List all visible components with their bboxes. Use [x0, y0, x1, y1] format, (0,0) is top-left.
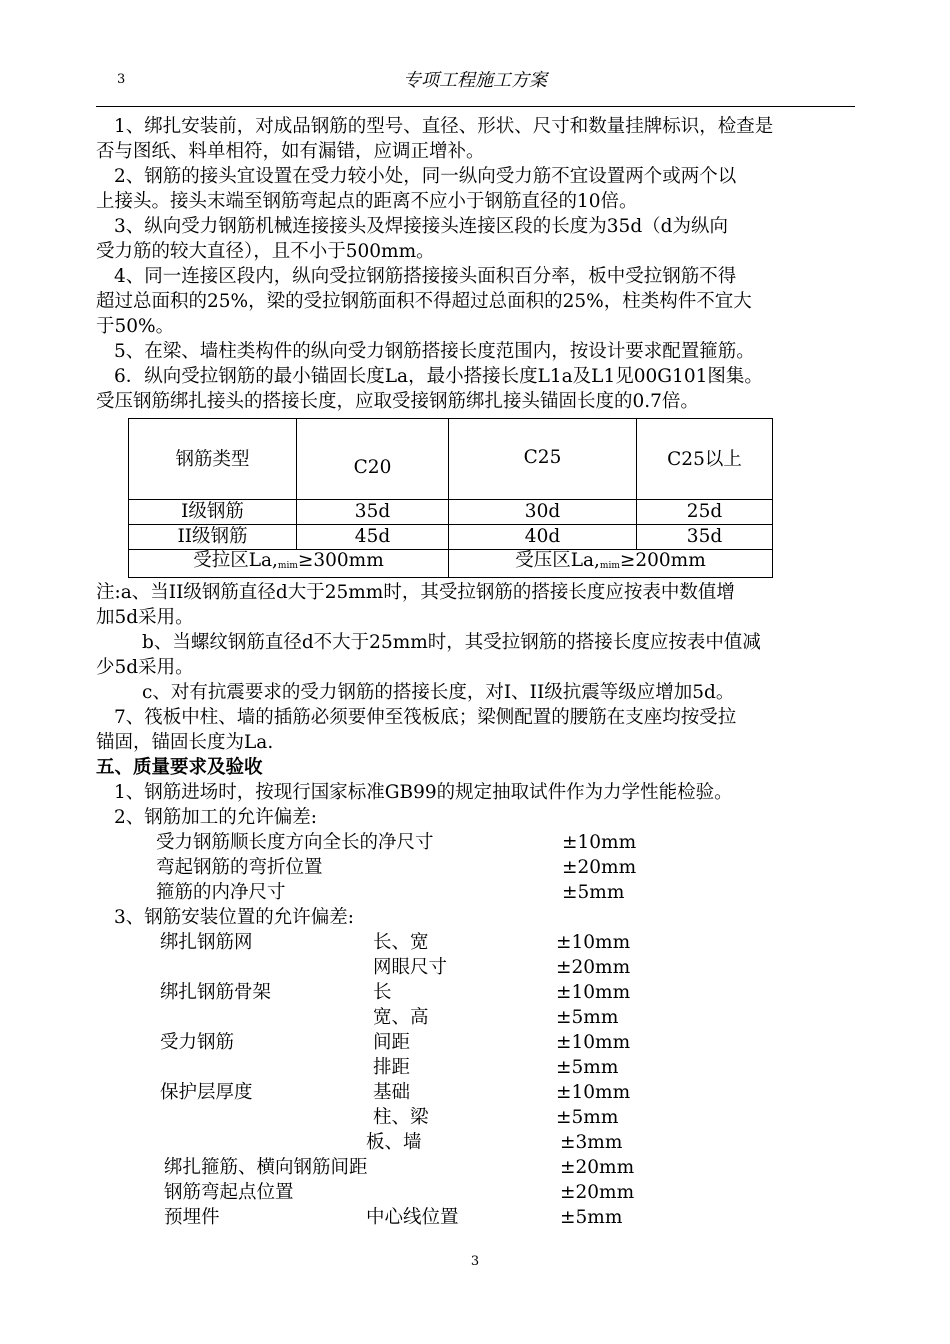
table-header-text: 钢筋类型 [175, 448, 250, 470]
table-header-cell [297, 419, 449, 500]
note-line: 7、筏板中柱、墙的插筋必须要伸至筏板底；梁侧配置的腰筋在支座均按受拉 [114, 707, 737, 728]
tolerance-sub: 长 [373, 982, 392, 1003]
tolerance-value: ±5mm [556, 1107, 619, 1128]
tolerance-value: ±20mm [560, 1182, 635, 1203]
tolerance-sub: 中心线位置 [366, 1207, 459, 1228]
tolerance-sub: 网眼尺寸 [373, 957, 448, 978]
tolerance-row [96, 1105, 856, 1130]
footer-subscript: mim [277, 561, 298, 571]
table-cell: 35d [637, 525, 773, 550]
tolerance-name: 绑扎钢筋骨架 [160, 982, 272, 1003]
table-header-row [129, 419, 773, 500]
tolerance-value: ±20mm [562, 857, 637, 878]
tolerance-value: ±20mm [560, 1157, 635, 1178]
table-header-cell [637, 419, 773, 500]
tolerance-row [96, 1155, 856, 1180]
footer-text: ≥200mm [619, 550, 706, 571]
table-header-text: C20 [353, 456, 392, 478]
lap-length-table [128, 418, 773, 578]
document-body [96, 114, 856, 1230]
note-line: c、对有抗震要求的受力钢筋的搭接长度，对I、II级抗震等级应增加5d。 [142, 682, 735, 703]
tolerance-row [96, 1055, 856, 1080]
tolerance-row [96, 955, 856, 980]
tolerance-sub: 宽、高 [373, 1007, 429, 1028]
table-header-text: C25 [523, 446, 562, 468]
tolerance-sub: 长、宽 [373, 932, 429, 953]
tolerance-value: ±20mm [556, 957, 631, 978]
paragraph-line: 超过总面积的25%，梁的受拉钢筋面积不得超过总面积的25%，柱类构件不宜大 [96, 291, 752, 312]
table-footer-cell-compression [449, 550, 773, 578]
tolerance-name: 受力钢筋 [160, 1032, 235, 1053]
section-item: 2、钢筋加工的允许偏差: [114, 807, 318, 828]
paragraph-line: 受力筋的较大直径），且不小于500mm。 [96, 241, 435, 262]
table-footer-cell-tension [129, 550, 449, 578]
footer-text: ≥300mm [297, 550, 384, 571]
tolerance-row [96, 855, 856, 880]
paragraph-line: 4、同一连接区段内，纵向受拉钢筋搭接接头面积百分率，板中受拉钢筋不得 [114, 266, 737, 287]
tolerance-sub: 柱、梁 [373, 1107, 429, 1128]
tolerance-sub: 间距 [373, 1032, 411, 1053]
tolerance-value: ±10mm [556, 982, 631, 1003]
header-title: 专项工程施工方案 [403, 70, 547, 91]
table-row [129, 500, 773, 525]
note-line: 锚固，锚固长度为La. [96, 732, 274, 753]
note-line: 少5d采用。 [96, 657, 194, 678]
footer-text: 受拉区La, [193, 550, 278, 571]
table-cell: I级钢筋 [129, 500, 297, 525]
tolerance-value: ±3mm [560, 1132, 623, 1153]
tolerance-sub: 排距 [373, 1057, 411, 1078]
table-header-text: C25以上 [667, 448, 742, 470]
tolerance-row [96, 1080, 856, 1105]
table-cell: 35d [297, 500, 449, 525]
tolerance-value: ±10mm [556, 1082, 631, 1103]
header-divider [96, 106, 855, 107]
tolerance-name: 弯起钢筋的弯折位置 [156, 857, 323, 878]
table-row [129, 525, 773, 550]
table-cell: 40d [449, 525, 637, 550]
section-item: 3、钢筋安装位置的允许偏差: [114, 907, 355, 928]
paragraph-line: 受压钢筋绑扎接头的搭接长度，应取受接钢筋绑扎接头锚固长度的0.7倍。 [96, 391, 699, 412]
paragraph-line: 1、绑扎安装前，对成品钢筋的型号、直径、形状、尺寸和数量挂牌标识，检查是 [114, 116, 774, 137]
tolerance-name: 绑扎箍筋、横向钢筋间距 [164, 1157, 368, 1178]
tolerance-name: 保护层厚度 [160, 1082, 253, 1103]
tolerance-name: 预埋件 [164, 1207, 220, 1228]
section-item: 1、钢筋进场时，按现行国家标准GB99的规定抽取试件作为力学性能检验。 [114, 782, 733, 803]
paragraph-line: 3、纵向受力钢筋机械连接接头及焊接接头连接区段的长度为35d（d为纵向 [114, 216, 728, 237]
table-cell: 30d [449, 500, 637, 525]
tolerance-value: ±5mm [562, 882, 625, 903]
tolerance-sub: 板、墙 [366, 1132, 422, 1153]
note-line: b、当螺纹钢筋直径d不大于25mm时，其受拉钢筋的搭接长度应按表中值减 [142, 632, 761, 653]
tolerance-row [96, 1205, 856, 1230]
tolerance-value: ±5mm [556, 1057, 619, 1078]
tolerance-row [96, 1180, 856, 1205]
tolerance-row [96, 1030, 856, 1055]
paragraph-line: 于50%。 [96, 316, 175, 337]
tolerance-row [96, 1005, 856, 1030]
table-cell: 25d [637, 500, 773, 525]
table-footer-row [129, 550, 773, 578]
tolerance-row [96, 980, 856, 1005]
tolerance-value: ±10mm [562, 832, 637, 853]
footer-subscript: mim [599, 561, 620, 571]
table-header-cell [129, 419, 297, 500]
tolerance-name: 绑扎钢筋网 [160, 932, 253, 953]
tolerance-value: ±5mm [560, 1207, 623, 1228]
tolerance-row [96, 930, 856, 955]
tolerance-name: 钢筋弯起点位置 [164, 1182, 294, 1203]
table-cell: 45d [297, 525, 449, 550]
tolerance-name: 箍筋的内净尺寸 [156, 882, 286, 903]
tolerance-value: ±10mm [556, 1032, 631, 1053]
tolerance-row [96, 880, 856, 905]
paragraph-line: 2、钢筋的接头宜设置在受力较小处，同一纵向受力筋不宜设置两个或两个以 [114, 166, 737, 187]
paragraph-line: 否与图纸、料单相符，如有漏错，应调正增补。 [96, 141, 485, 162]
tolerance-sub: 基础 [373, 1082, 411, 1103]
tolerance-row [96, 1130, 856, 1155]
table-header-cell [449, 419, 637, 500]
note-line: 加5d采用。 [96, 607, 194, 628]
footer-text: 受压区La, [515, 550, 600, 571]
paragraph-line: 6．纵向受拉钢筋的最小锚固长度La，最小搭接长度L1a及L1见00G101图集。 [114, 366, 763, 387]
tolerance-row [96, 830, 856, 855]
table-cell: II级钢筋 [129, 525, 297, 550]
header-page-number: 3 [117, 72, 126, 87]
tolerance-value: ±10mm [556, 932, 631, 953]
paragraph-line: 上接头。接头末端至钢筋弯起点的距离不应小于钢筋直径的10倍。 [96, 191, 638, 212]
section-heading: 五、质量要求及验收 [96, 757, 263, 778]
note-line: 注:a、当II级钢筋直径d大于25mm时，其受拉钢筋的搭接长度应按表中数值增 [96, 582, 735, 603]
footer-page-number: 3 [470, 1254, 480, 1269]
tolerance-name: 受力钢筋顺长度方向全长的净尺寸 [156, 832, 434, 853]
paragraph-line: 5、在梁、墙柱类构件的纵向受力钢筋搭接长度范围内，按设计要求配置箍筋。 [114, 341, 755, 362]
tolerance-value: ±5mm [556, 1007, 619, 1028]
